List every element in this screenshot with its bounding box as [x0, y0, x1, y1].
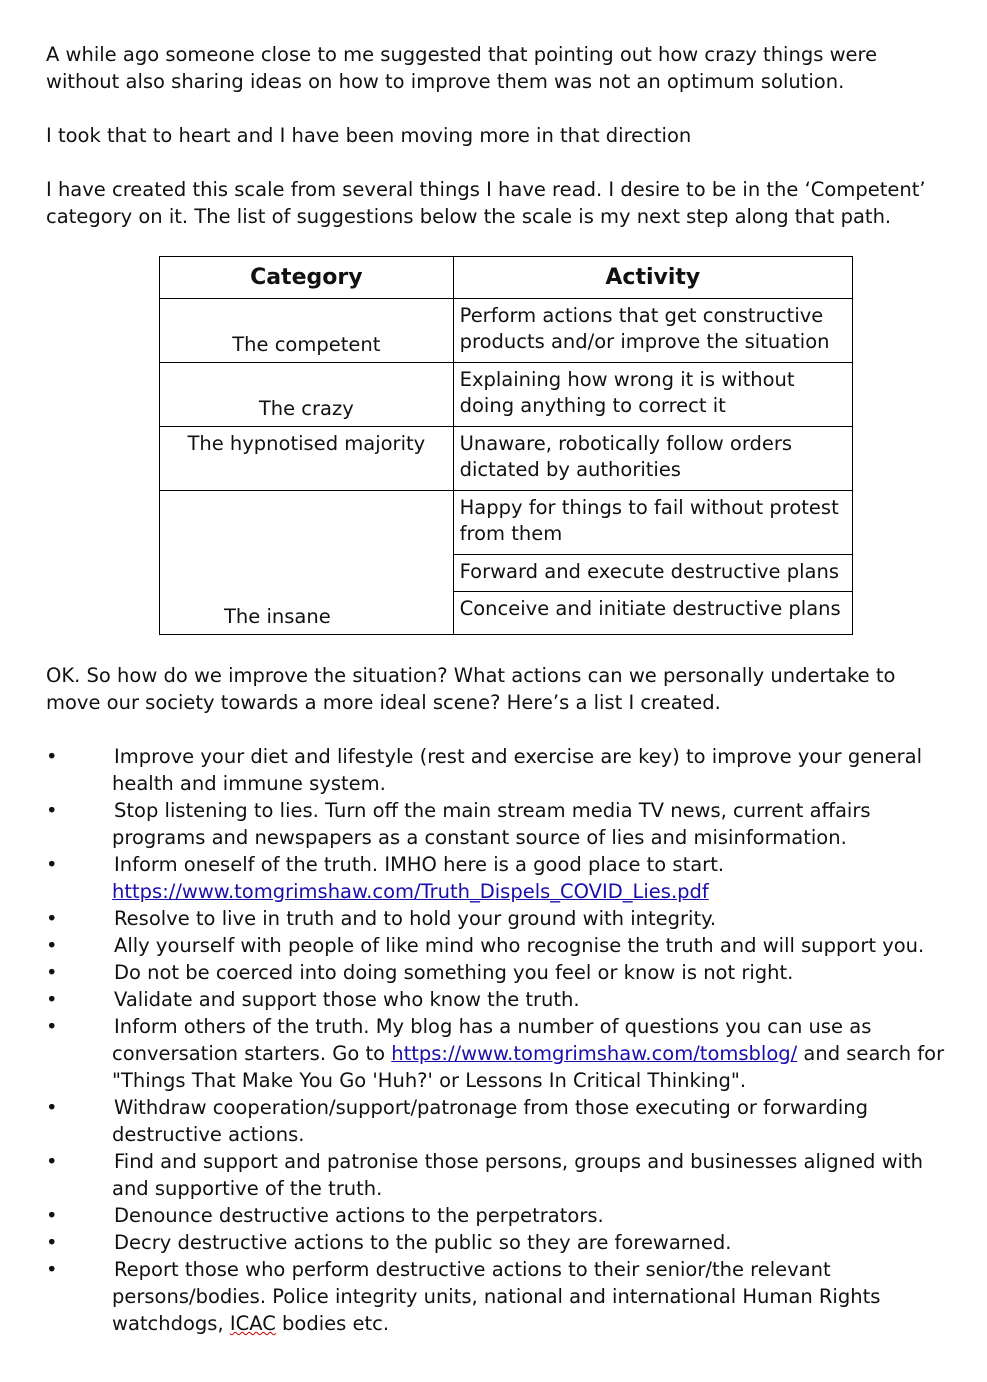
list-item-text: Withdraw cooperation/support/patronage from those executing or forwarding destructive actions. [112, 1096, 869, 1146]
list-item-text: Improve your diet and lifestyle (rest and exercise are key) to improve your general health and immune system. [112, 745, 923, 795]
bullet-icon: • [46, 1231, 58, 1254]
list-item [46, 932, 946, 959]
bullet-icon: • [46, 1204, 58, 1227]
bullet-icon: • [46, 988, 58, 1011]
list-item-text-continued: and search for "Things That Make You Go 'Huh?' or Lessons In Critical Thinking". [112, 1042, 945, 1092]
table-row [160, 363, 853, 427]
spellcheck-flagged-word: ICAC [229, 1312, 276, 1335]
list-item-text: Resolve to live in truth and to hold your ground with integrity. [114, 907, 717, 930]
list-item-text: Validate and support those who know the truth. [114, 988, 580, 1011]
bullet-icon: • [46, 1096, 58, 1119]
bullet-icon: • [46, 1258, 58, 1281]
list-item-text: Do not be coerced into doing something you feel or know is not right. [114, 961, 794, 984]
category-cell: The competent [160, 299, 454, 363]
bullet-icon: • [46, 907, 58, 930]
intro-paragraph-3: I have created this scale from several things I have read. I desire to be in the ‘Competent’ category on it. The list of suggestions below the scale is my next step along that path. [46, 178, 926, 228]
column-header-category: Category [160, 257, 454, 299]
competence-scale-table [159, 256, 853, 635]
list-item-text: Inform oneself of the truth. IMHO here is a good place to start. [114, 853, 725, 876]
list-item [46, 986, 946, 1013]
list-item-text: Inform others of the truth. My blog has a number of questions you can use as conversation starters. Go to [112, 1015, 872, 1065]
list-item [46, 743, 946, 797]
table-header-row [160, 257, 853, 299]
list-item-text: Stop listening to lies. Turn off the main stream media TV news, current affairs programs and newspapers as a constant source of lies and misinformation. [112, 799, 871, 849]
bullet-icon: • [46, 799, 58, 822]
bullet-icon: • [46, 934, 58, 957]
activity-cell: Explaining how wrong it is without doing anything to correct it [453, 363, 852, 427]
bullet-icon: • [46, 745, 58, 768]
list-item [46, 1013, 946, 1094]
bullet-icon: • [46, 1150, 58, 1173]
list-item-text-continued: bodies etc. [275, 1312, 390, 1335]
intro-paragraph-2: I took that to heart and I have been moving more in that direction [46, 124, 692, 147]
list-item-text: Decry destructive actions to the public so they are forewarned. [114, 1231, 732, 1254]
list-item [46, 959, 946, 986]
list-item [46, 1094, 946, 1148]
activity-cell: Conceive and initiate destructive plans [453, 592, 852, 635]
suggestions-list [46, 743, 946, 1337]
category-cell: The insane [160, 491, 454, 635]
truth-pdf-link[interactable]: https://www.tomgrimshaw.com/Truth_Dispels_COVID_Lies.pdf [112, 880, 709, 903]
intro-paragraph-1: A while ago someone close to me suggested that pointing out how crazy things were without also sharing ideas on how to improve them was not an optimum solution. [46, 43, 878, 93]
activity-cell: Unaware, robotically follow orders dictated by authorities [453, 427, 852, 491]
table-row [160, 491, 853, 555]
list-item-text: Ally yourself with people of like mind who recognise the truth and will support you. [114, 934, 925, 957]
table-row [160, 299, 853, 363]
blog-link[interactable]: https://www.tomgrimshaw.com/tomsblog/ [391, 1042, 798, 1065]
activity-cell: Happy for things to fail without protest from them [453, 491, 852, 555]
list-item-text: Denounce destructive actions to the perpetrators. [114, 1204, 604, 1227]
activity-cell: Forward and execute destructive plans [453, 555, 852, 592]
list-item [46, 1229, 946, 1256]
column-header-activity: Activity [453, 257, 852, 299]
bullet-icon: • [46, 961, 58, 984]
activity-cell: Perform actions that get constructive products and/or improve the situation [453, 299, 852, 363]
list-item-text: Find and support and patronise those persons, groups and businesses aligned with and supportive of the truth. [112, 1150, 923, 1200]
list-item [46, 905, 946, 932]
bullet-icon: • [46, 853, 58, 876]
list-item [46, 797, 946, 851]
list-item [46, 851, 946, 905]
table-row [160, 427, 853, 491]
list-item [46, 1148, 946, 1202]
category-cell: The crazy [160, 363, 454, 427]
category-cell: The hypnotised majority [160, 427, 454, 491]
question-paragraph: OK. So how do we improve the situation? What actions can we personally undertake to move our society towards a more ideal scene? Here’s a list I created. [46, 664, 896, 714]
list-item [46, 1202, 946, 1229]
list-item-text: Report those who perform destructive actions to their senior/the relevant persons/bodies. Police integrity units, national and international Human Rights watchdogs, [112, 1258, 881, 1335]
bullet-icon: • [46, 1015, 58, 1038]
list-item [46, 1256, 946, 1337]
